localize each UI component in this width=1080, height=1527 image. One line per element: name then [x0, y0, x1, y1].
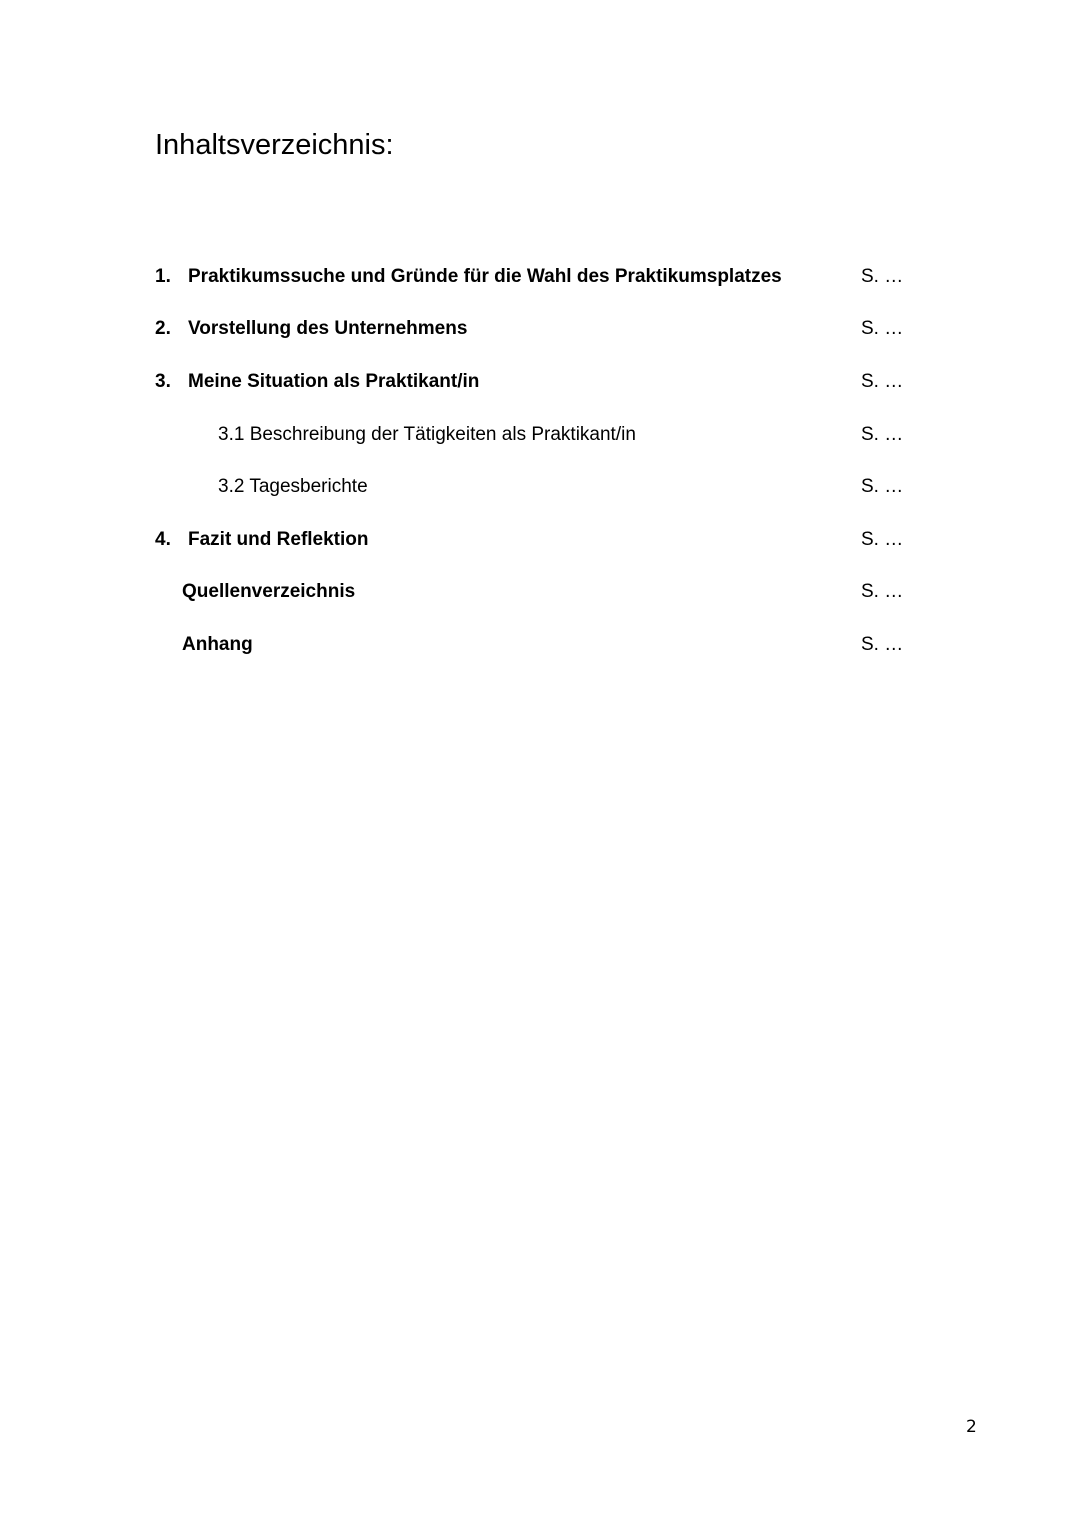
toc-entry-title: Meine Situation als Praktikant/in: [188, 371, 480, 392]
toc-entry-page: S. …: [861, 266, 904, 287]
toc-entry-title: Praktikumssuche und Gründe für die Wahl des Praktikumsplatzes: [188, 266, 782, 287]
page-number: 2: [966, 1417, 977, 1437]
toc-entry-3: [0, 367, 1080, 397]
toc-entry-number: 3.: [155, 371, 171, 392]
toc-entry-page: S. …: [861, 529, 904, 550]
toc-entry-title: Quellenverzeichnis: [182, 581, 356, 602]
toc-entry-number: 2.: [155, 318, 171, 339]
toc-entry-appendix: [0, 630, 1080, 660]
toc-entry-title: 3.2 Tagesberichte: [218, 476, 368, 497]
toc-entry-3-2: [0, 472, 1080, 502]
toc-entry-1: [0, 262, 1080, 292]
toc-entry-2: [0, 314, 1080, 344]
toc-entry-page: S. …: [861, 581, 904, 602]
toc-entry-3-1: [0, 420, 1080, 450]
toc-entry-4: [0, 525, 1080, 555]
toc-entry-sources: [0, 577, 1080, 607]
page-title: Inhaltsverzeichnis:: [155, 129, 394, 161]
toc-entry-title: Anhang: [182, 634, 253, 655]
toc-entry-number: 1.: [155, 266, 171, 287]
toc-entry-page: S. …: [861, 371, 904, 392]
toc-entry-page: S. …: [861, 318, 904, 339]
toc-entry-number: 4.: [155, 529, 171, 550]
toc-entry-page: S. …: [861, 634, 904, 655]
toc-entry-page: S. …: [861, 476, 904, 497]
toc-entry-title: Vorstellung des Unternehmens: [188, 318, 468, 339]
toc-entry-title: Fazit und Reflektion: [188, 529, 369, 550]
toc-entry-page: S. …: [861, 424, 904, 445]
toc-entry-title: 3.1 Beschreibung der Tätigkeiten als Praktikant/in: [218, 424, 636, 445]
